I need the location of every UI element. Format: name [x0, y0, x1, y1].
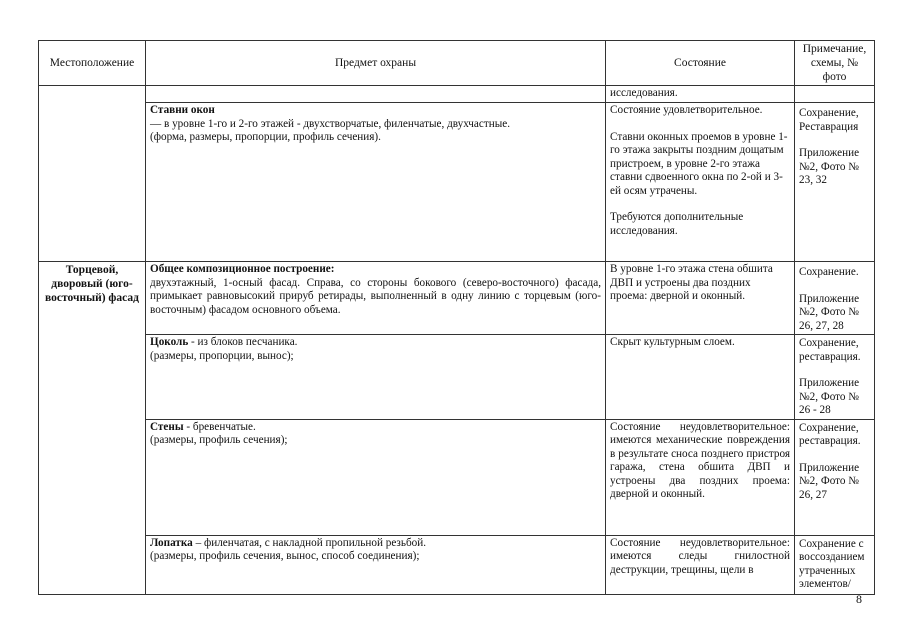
note-cell: Сохранение, реставрация. Приложение №2, Фото № 26, 27 [795, 419, 875, 535]
subject-title: Ставни окон [150, 104, 215, 116]
subject-title: Цоколь [150, 336, 189, 348]
subject-title: Стены [150, 420, 184, 433]
table-row [39, 103, 875, 262]
note-cell: Сохранение с воссозданием утраченных элементов/ [795, 535, 875, 594]
protection-table [38, 40, 875, 595]
table-row [39, 535, 875, 594]
header-location: Местоположение [39, 41, 146, 86]
header-note: Примечание, схемы, № фото [795, 41, 875, 86]
subject-cell: Ставни окон — в уровне 1-го и 2-го этажей - двухстворчатые, филенчатые, двухчастные. (форма, размеры, пропорции, профиль сечения). [146, 103, 606, 262]
note-cell: Сохранение, Реставрация Приложение №2, Фото № 23, 32 [795, 103, 875, 262]
note-cell: Сохранение, реставрация. Приложение №2, Фото № 26 - 28 [795, 335, 875, 420]
subject-cell: Общее композиционное построение: двухэтажный, 1-осный фасад. Справа, со стороны бокового (северо-восточного) фасада, примыкает равновысокий прируб ретирады, выполненный в одну линию с торцевым (юго-восточным) фасадом основного объема. [146, 262, 606, 335]
location-cell-empty [39, 86, 146, 262]
state-cell: Состояние неудовлетворительное: имеются механические повреждения в результате сноса позднего пристроя гаража, стена обшита ДВП и устроены два поздних проема: дверной и оконный. [606, 419, 795, 535]
table-row [39, 262, 875, 335]
state-cell: В уровне 1-го этажа стена обшита ДВП и устроены два поздних проема: дверной и оконный. [606, 262, 795, 335]
table-row [39, 419, 875, 535]
location-cell: Торцевой, дворовый (юго-восточный) фасад [39, 262, 146, 595]
state-cell: Состояние неудовлетворительное: имеются следы гнилостной деструкции, трещины, щели в [606, 535, 795, 594]
state-cell: исследования. [606, 86, 795, 103]
page-number: 8 [856, 592, 862, 606]
subject-cell: Лопатка – филенчатая, с накладной пропильной резьбой. (размеры, профиль сечения, вынос, способ соединения); [146, 535, 606, 594]
table-row [39, 335, 875, 420]
table-row [39, 86, 875, 103]
state-cell: Скрыт культурным слоем. [606, 335, 795, 420]
subject-cell: Цоколь - из блоков песчаника. (размеры, пропорции, вынос); [146, 335, 606, 420]
state-cell: Состояние удовлетворительное. Ставни оконных проемов в уровне 1-го этажа закрыты поздним дощатым пристроем, в уровне 2-го этажа ставни сдвоенного окна по 2-ой и 3-ей осям утрачены. Требуются дополнительные исследования. [606, 103, 795, 262]
subject-title: Лопатка [150, 536, 193, 549]
header-subject: Предмет охраны [146, 41, 606, 86]
note-cell: Сохранение. Приложение №2, Фото № 26, 27, 28 [795, 262, 875, 335]
header-state: Состояние [606, 41, 795, 86]
subject-title: Общее композиционное построение: [150, 263, 335, 275]
table-header-row [39, 41, 875, 86]
subject-cell: Стены - бревенчатые. (размеры, профиль сечения); [146, 419, 606, 535]
